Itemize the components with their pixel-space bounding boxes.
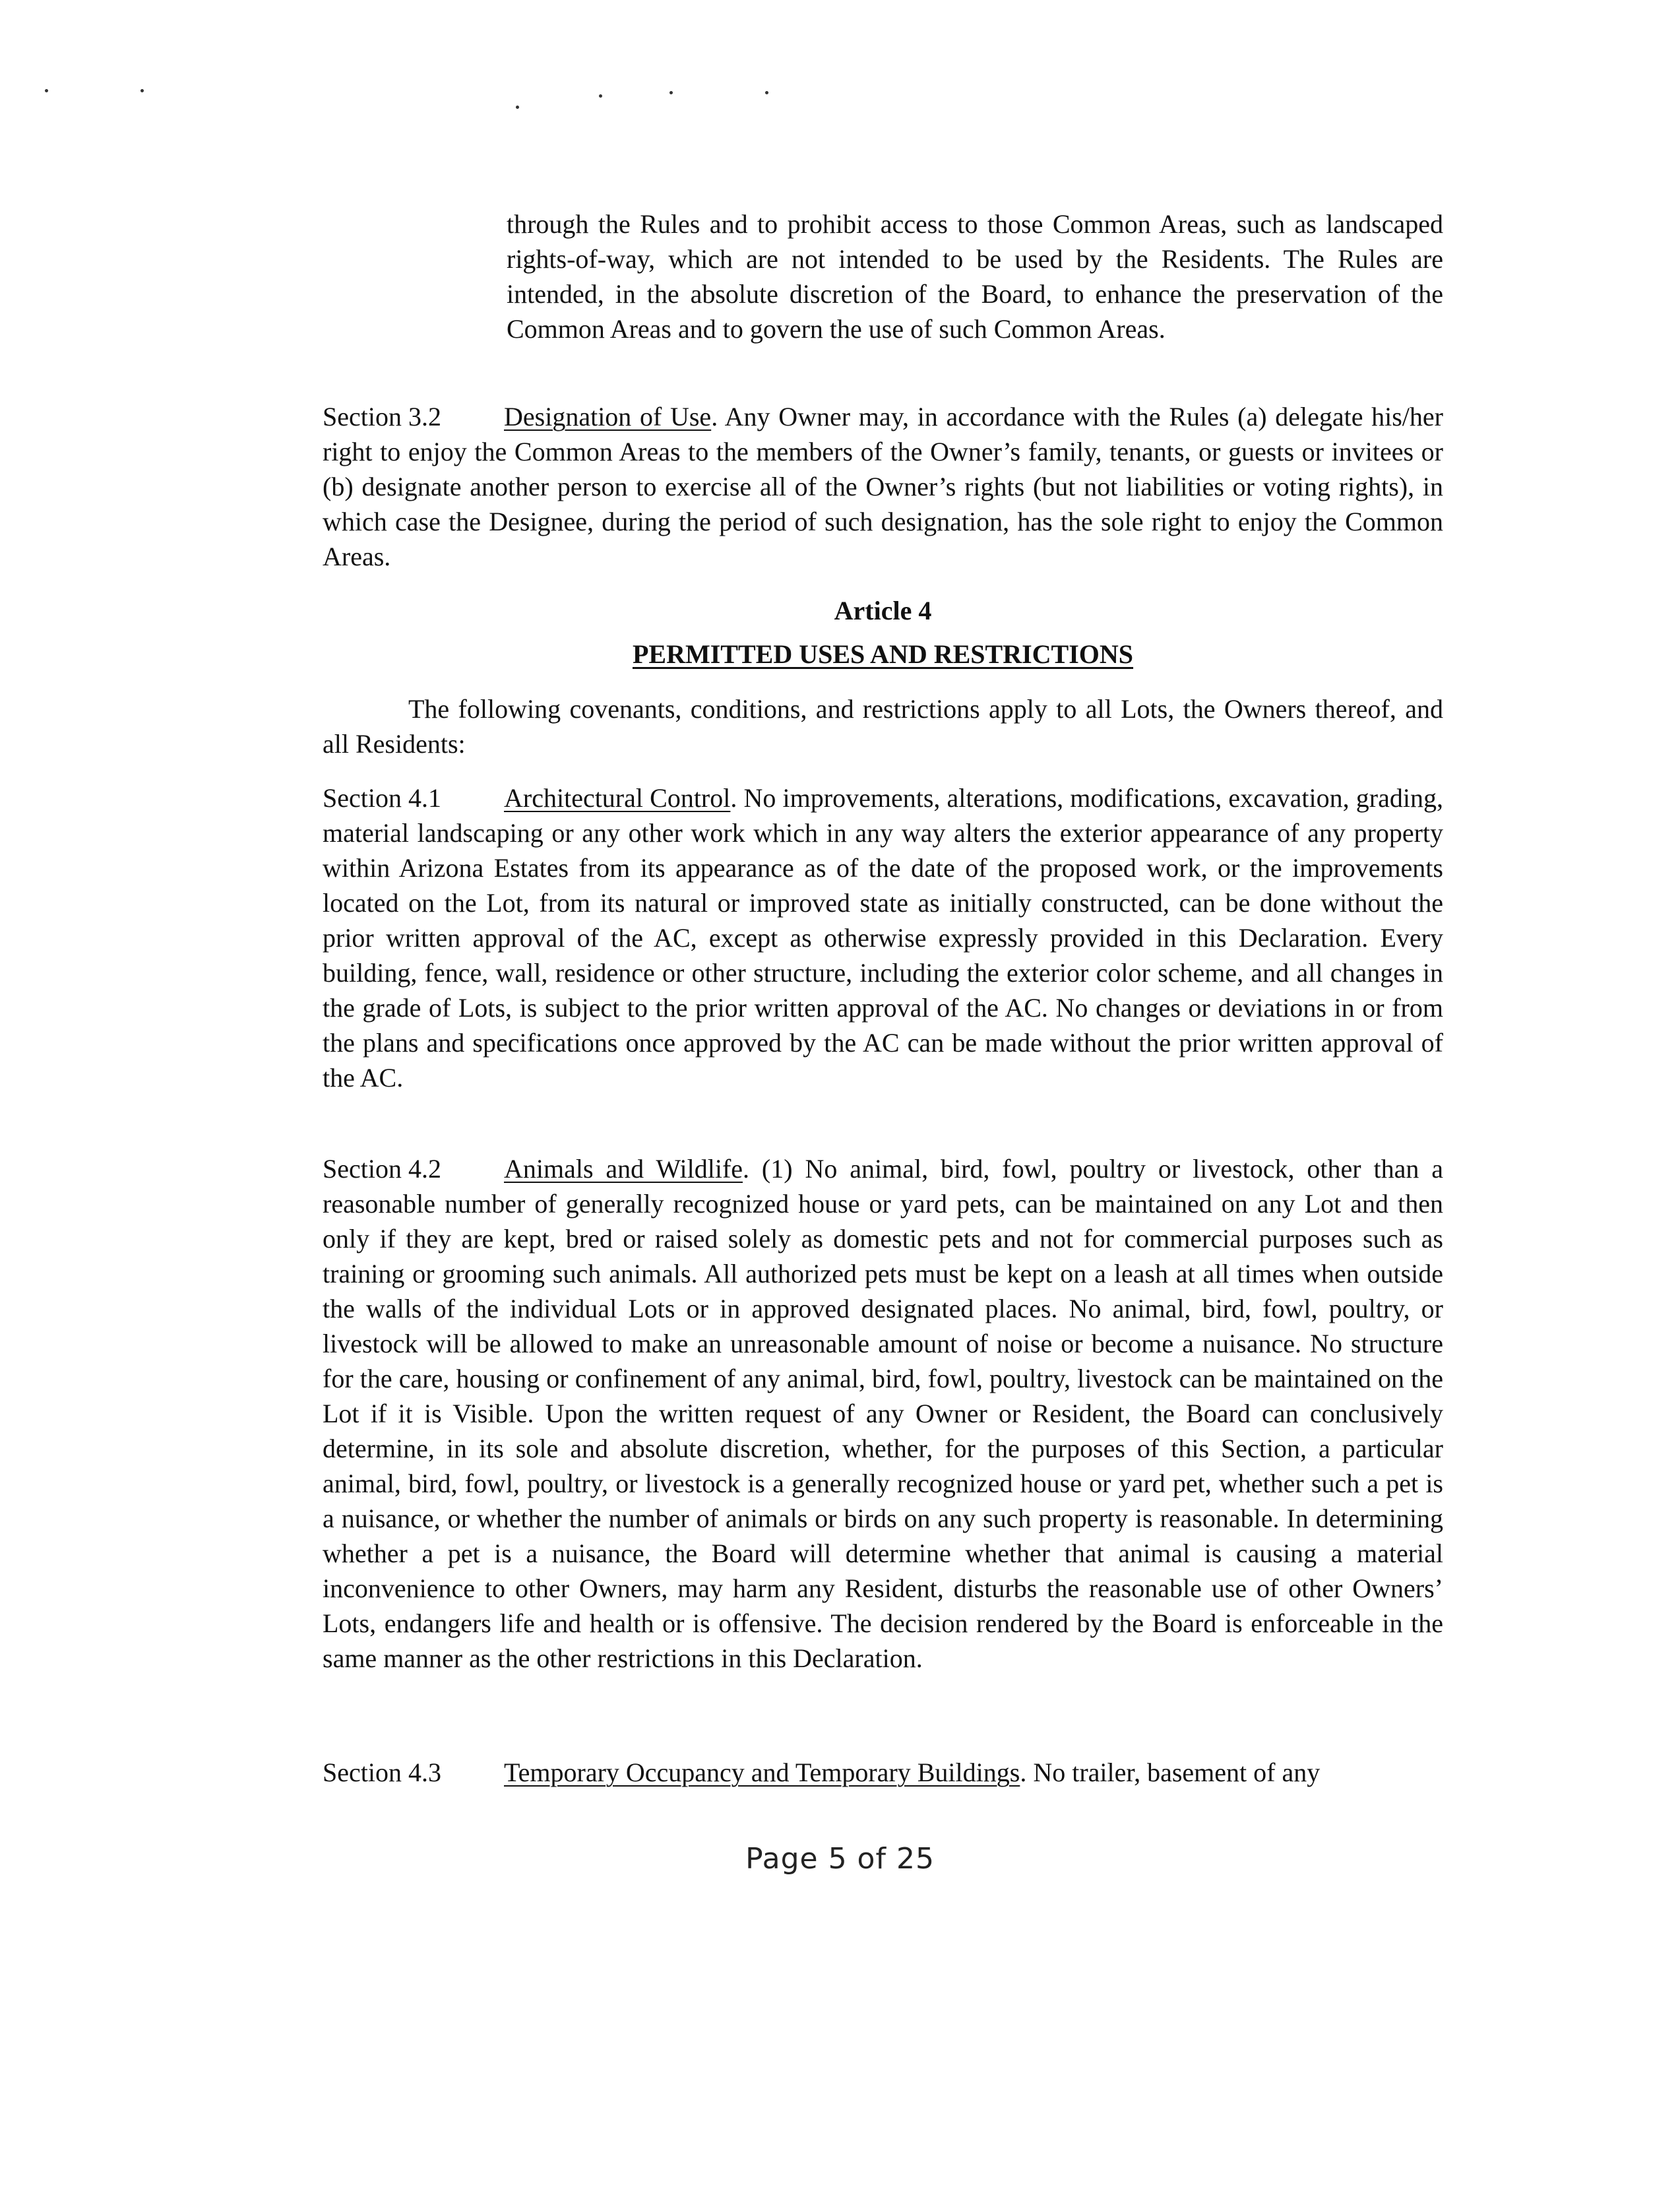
section-body: . Any Owner may, in accordance with the Rules (a) delegate his/her right to enjoy the Common Areas to the members of the Owner’s family, tenants, or guests or invitees or (b) designate another person to exercise all of the Owner’s rights (but not liabilities or voting rights), in which case the Designee, during the period of such designation, has the sole right to enjoy the Common Areas.: [323, 402, 1443, 571]
section-4-3-paragraph: [323, 1755, 1443, 1790]
scan-speck: [669, 91, 673, 94]
article-title-text: PERMITTED USES AND RESTRICTIONS: [632, 639, 1134, 669]
section-label: Section 4.1: [323, 783, 441, 813]
section-title: Architectural Control: [504, 783, 731, 813]
intro-paragraph: The following covenants, conditions, and restrictions apply to all Lots, the Owners thereof, and all Residents:: [323, 694, 1443, 759]
section-label: Section 3.2: [323, 402, 441, 431]
section-3-2-paragraph: [323, 399, 1443, 574]
article-heading: Article 4: [834, 596, 932, 625]
section-4-2-paragraph: [323, 1151, 1443, 1676]
page-number: Page 5 of 25: [745, 1842, 935, 1876]
section-body: . No trailer, basement of any: [1020, 1758, 1321, 1787]
section-4-1-paragraph: [323, 780, 1443, 1095]
scan-speck: [516, 106, 519, 109]
section-label: Section 4.2: [323, 1154, 441, 1184]
scan-speck: [140, 89, 144, 92]
scan-speck: [599, 94, 602, 98]
section-title: Animals and Wildlife: [504, 1154, 743, 1184]
section-body: . No improvements, alterations, modifications, excavation, grading, material landscaping or any other work which in any way alters the exterior appearance of any property within Arizona Estates from its appearance as of the date of the proposed work, or the improvements located on the Lot, from its natural or improved state as initially constructed, can be done without the prior written approval of the AC, except as otherwise expressly provided in this Declaration. Every building, fence, wall, residence or other structure, including the exterior color scheme, and all changes in the grade of Lots, is subject to the prior written approval of the AC. No changes or deviations in or from the plans and specifications once approved by the AC can be made without the prior written approval of the AC.: [323, 783, 1443, 1093]
section-body: . (1) No animal, bird, fowl, poultry or livestock, other than a reasonable number of generally recognized house or yard pets, can be maintained on any Lot and then only if they are kept, bred or raised solely as domestic pets and not for commercial purposes such as training or grooming such animals. All authorized pets must be kept on a leash at all times when outside the walls of the individual Lots or in approved designated places. No animal, bird, fowl, poultry, or livestock will be allowed to make an unreasonable amount of noise or become a nuisance. No structure for the care, housing or confinement of any animal, bird, fowl, poultry, livestock can be maintained on the Lot if it is Visible. Upon the written request of any Owner or Resident, the Board can conclusively determine, in its sole and absolute discretion, whether, for the purposes of this Section, a particular animal, bird, fowl, poultry, or livestock is a generally recognized house or yard pet, whether such a pet is a nuisance, or whether the number of animals or birds on any such property is reasonable. In determining whether a pet is a nuisance, the Board will determine whether that animal is causing a material inconvenience to other Owners, may harm any Resident, disturbs the reasonable use of other Owners’ Lots, endangers life and health or is offensive. The decision rendered by the Board is enforceable in the same manner as the other restrictions in this Declaration.: [323, 1154, 1443, 1673]
section-title: Temporary Occupancy and Temporary Buildings: [504, 1758, 1020, 1787]
section-label: Section 4.3: [323, 1758, 441, 1787]
section-title: Designation of Use: [504, 402, 712, 431]
article-title: [323, 637, 1443, 672]
scan-speck: [45, 89, 48, 92]
continuation-paragraph: through the Rules and to prohibit access to those Common Areas, such as landscaped rights-of-way, which are not intended to be used by the Residents. The Rules are intended, in the absolute discretion of the Board, to enhance the preservation of the Common Areas and to govern the use of such Common Areas.: [507, 209, 1443, 344]
scan-speck: [765, 91, 768, 94]
